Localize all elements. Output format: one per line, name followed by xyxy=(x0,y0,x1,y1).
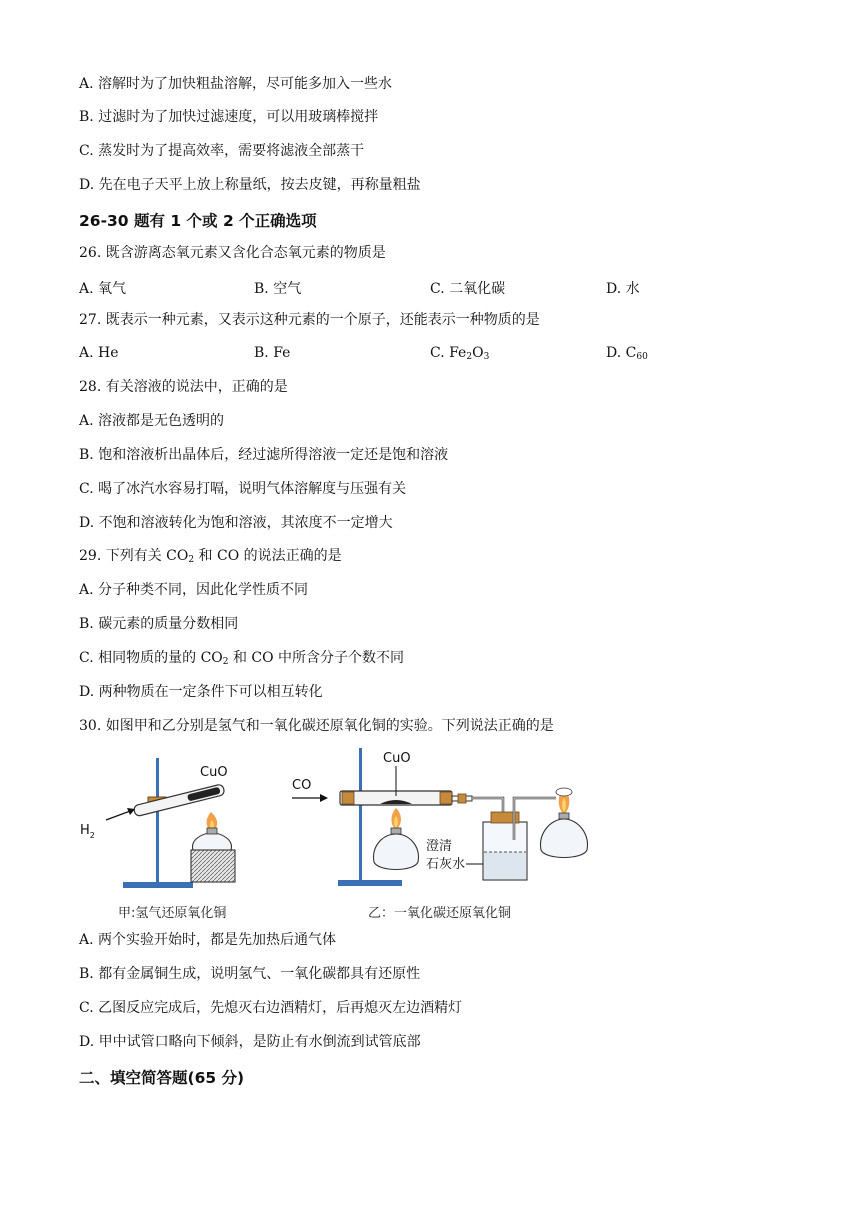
stand-rod xyxy=(156,758,159,884)
h2-label: $H_2$ xyxy=(80,823,95,840)
alcohol-lamp xyxy=(193,833,232,850)
q28-option-b: B. 饱和溶液析出晶体后，经过滤所得溶液一定还是饱和溶液 xyxy=(79,447,449,463)
q25-option-d: D. 先在电子天平上放上称量纸，按去皮键，再称量粗盐 xyxy=(79,177,421,193)
q29-option-a: A. 分子种类不同，因此化学性质不同 xyxy=(79,582,309,598)
q27-option-c: C. $Fe_2O_3$ xyxy=(430,345,490,362)
right-cuo-label: CuO xyxy=(383,751,411,766)
q25-option-c: C. 蒸发时为了提高效率，需要将滤液全部蒸干 xyxy=(79,143,365,159)
q25-option-b: B. 过滤时为了加快过滤速度，可以用玻璃棒搅拌 xyxy=(79,109,379,125)
q30-option-d: D. 甲中试管口略向下倾斜，是防止有水倒流到试管底部 xyxy=(79,1034,421,1050)
co-apparatus xyxy=(292,748,587,886)
right-lamp-left xyxy=(374,834,419,870)
q26-option-c: C. 二氧化碳 xyxy=(430,281,506,297)
experiment-figure xyxy=(78,740,598,925)
section-2-title: 二、填空简答题(65 分) xyxy=(79,1069,245,1087)
right-stand-rod xyxy=(359,748,362,882)
limewater-label-2: 石灰水 xyxy=(426,857,466,872)
q28-stem: 28. 有关溶液的说法中，正确的是 xyxy=(79,379,288,395)
q27-option-a: A. He xyxy=(79,345,119,361)
right-lamp-right xyxy=(541,819,588,858)
support-block xyxy=(191,850,235,882)
q29-option-d: D. 两种物质在一定条件下可以相互转化 xyxy=(79,684,323,700)
section-note: 26-30 题有 1 个或 2 个正确选项 xyxy=(79,212,317,230)
q28-option-c: C. 喝了冰汽水容易打嗝，说明气体溶解度与压强有关 xyxy=(79,481,407,497)
q27-option-d: D. $C_{60}$ xyxy=(606,345,648,362)
q26-option-a: A. 氧气 xyxy=(79,281,127,297)
q30-stem: 30. 如图甲和乙分别是氢气和一氧化碳还原氧化铜的实验。下列说法正确的是 xyxy=(79,718,554,734)
q26-stem: 26. 既含游离态氧元素又含化合态氧元素的物质是 xyxy=(79,245,386,261)
left-caption: 甲:氢气还原氧化铜 xyxy=(118,906,227,921)
q29-stem: 29. 下列有关 $CO_2$ 和 CO 的说法正确的是 xyxy=(79,548,342,565)
q30-option-b: B. 都有金属铜生成，说明氢气、一氧化碳都具有还原性 xyxy=(79,966,421,982)
q28-option-a: A. 溶液都是无色透明的 xyxy=(79,413,225,429)
q27-option-b: B. Fe xyxy=(254,345,291,361)
co-label: CO xyxy=(292,778,312,793)
q26-option-b: B. 空气 xyxy=(254,281,302,297)
q30-option-c: C. 乙图反应完成后，先熄灭右边酒精灯，后再熄灭左边酒精灯 xyxy=(79,1000,463,1016)
q26-option-d: D. 水 xyxy=(606,281,640,297)
left-cuo-label: CuO xyxy=(200,765,228,780)
q29-option-b: B. 碳元素的质量分数相同 xyxy=(79,616,239,632)
q27-stem: 27. 既表示一种元素，又表示这种元素的一个原子，还能表示一种物质的是 xyxy=(79,312,540,328)
limewater-label-1: 澄清 xyxy=(426,839,453,854)
hydrogen-apparatus xyxy=(80,758,235,888)
q29-option-c: C. 相同物质的量的 $CO_2$ 和 CO 中所含分子个数不同 xyxy=(79,650,405,667)
right-caption: 乙：一氧化碳还原氧化铜 xyxy=(368,906,512,921)
right-stand-base xyxy=(338,880,402,886)
q28-option-d: D. 不饱和溶液转化为饱和溶液，其浓度不一定增大 xyxy=(79,515,393,531)
q25-option-a: A. 溶解时为了加快粗盐溶解，尽可能多加入一些水 xyxy=(79,76,393,92)
q30-option-a: A. 两个实验开始时，都是先加热后通气体 xyxy=(79,932,337,948)
